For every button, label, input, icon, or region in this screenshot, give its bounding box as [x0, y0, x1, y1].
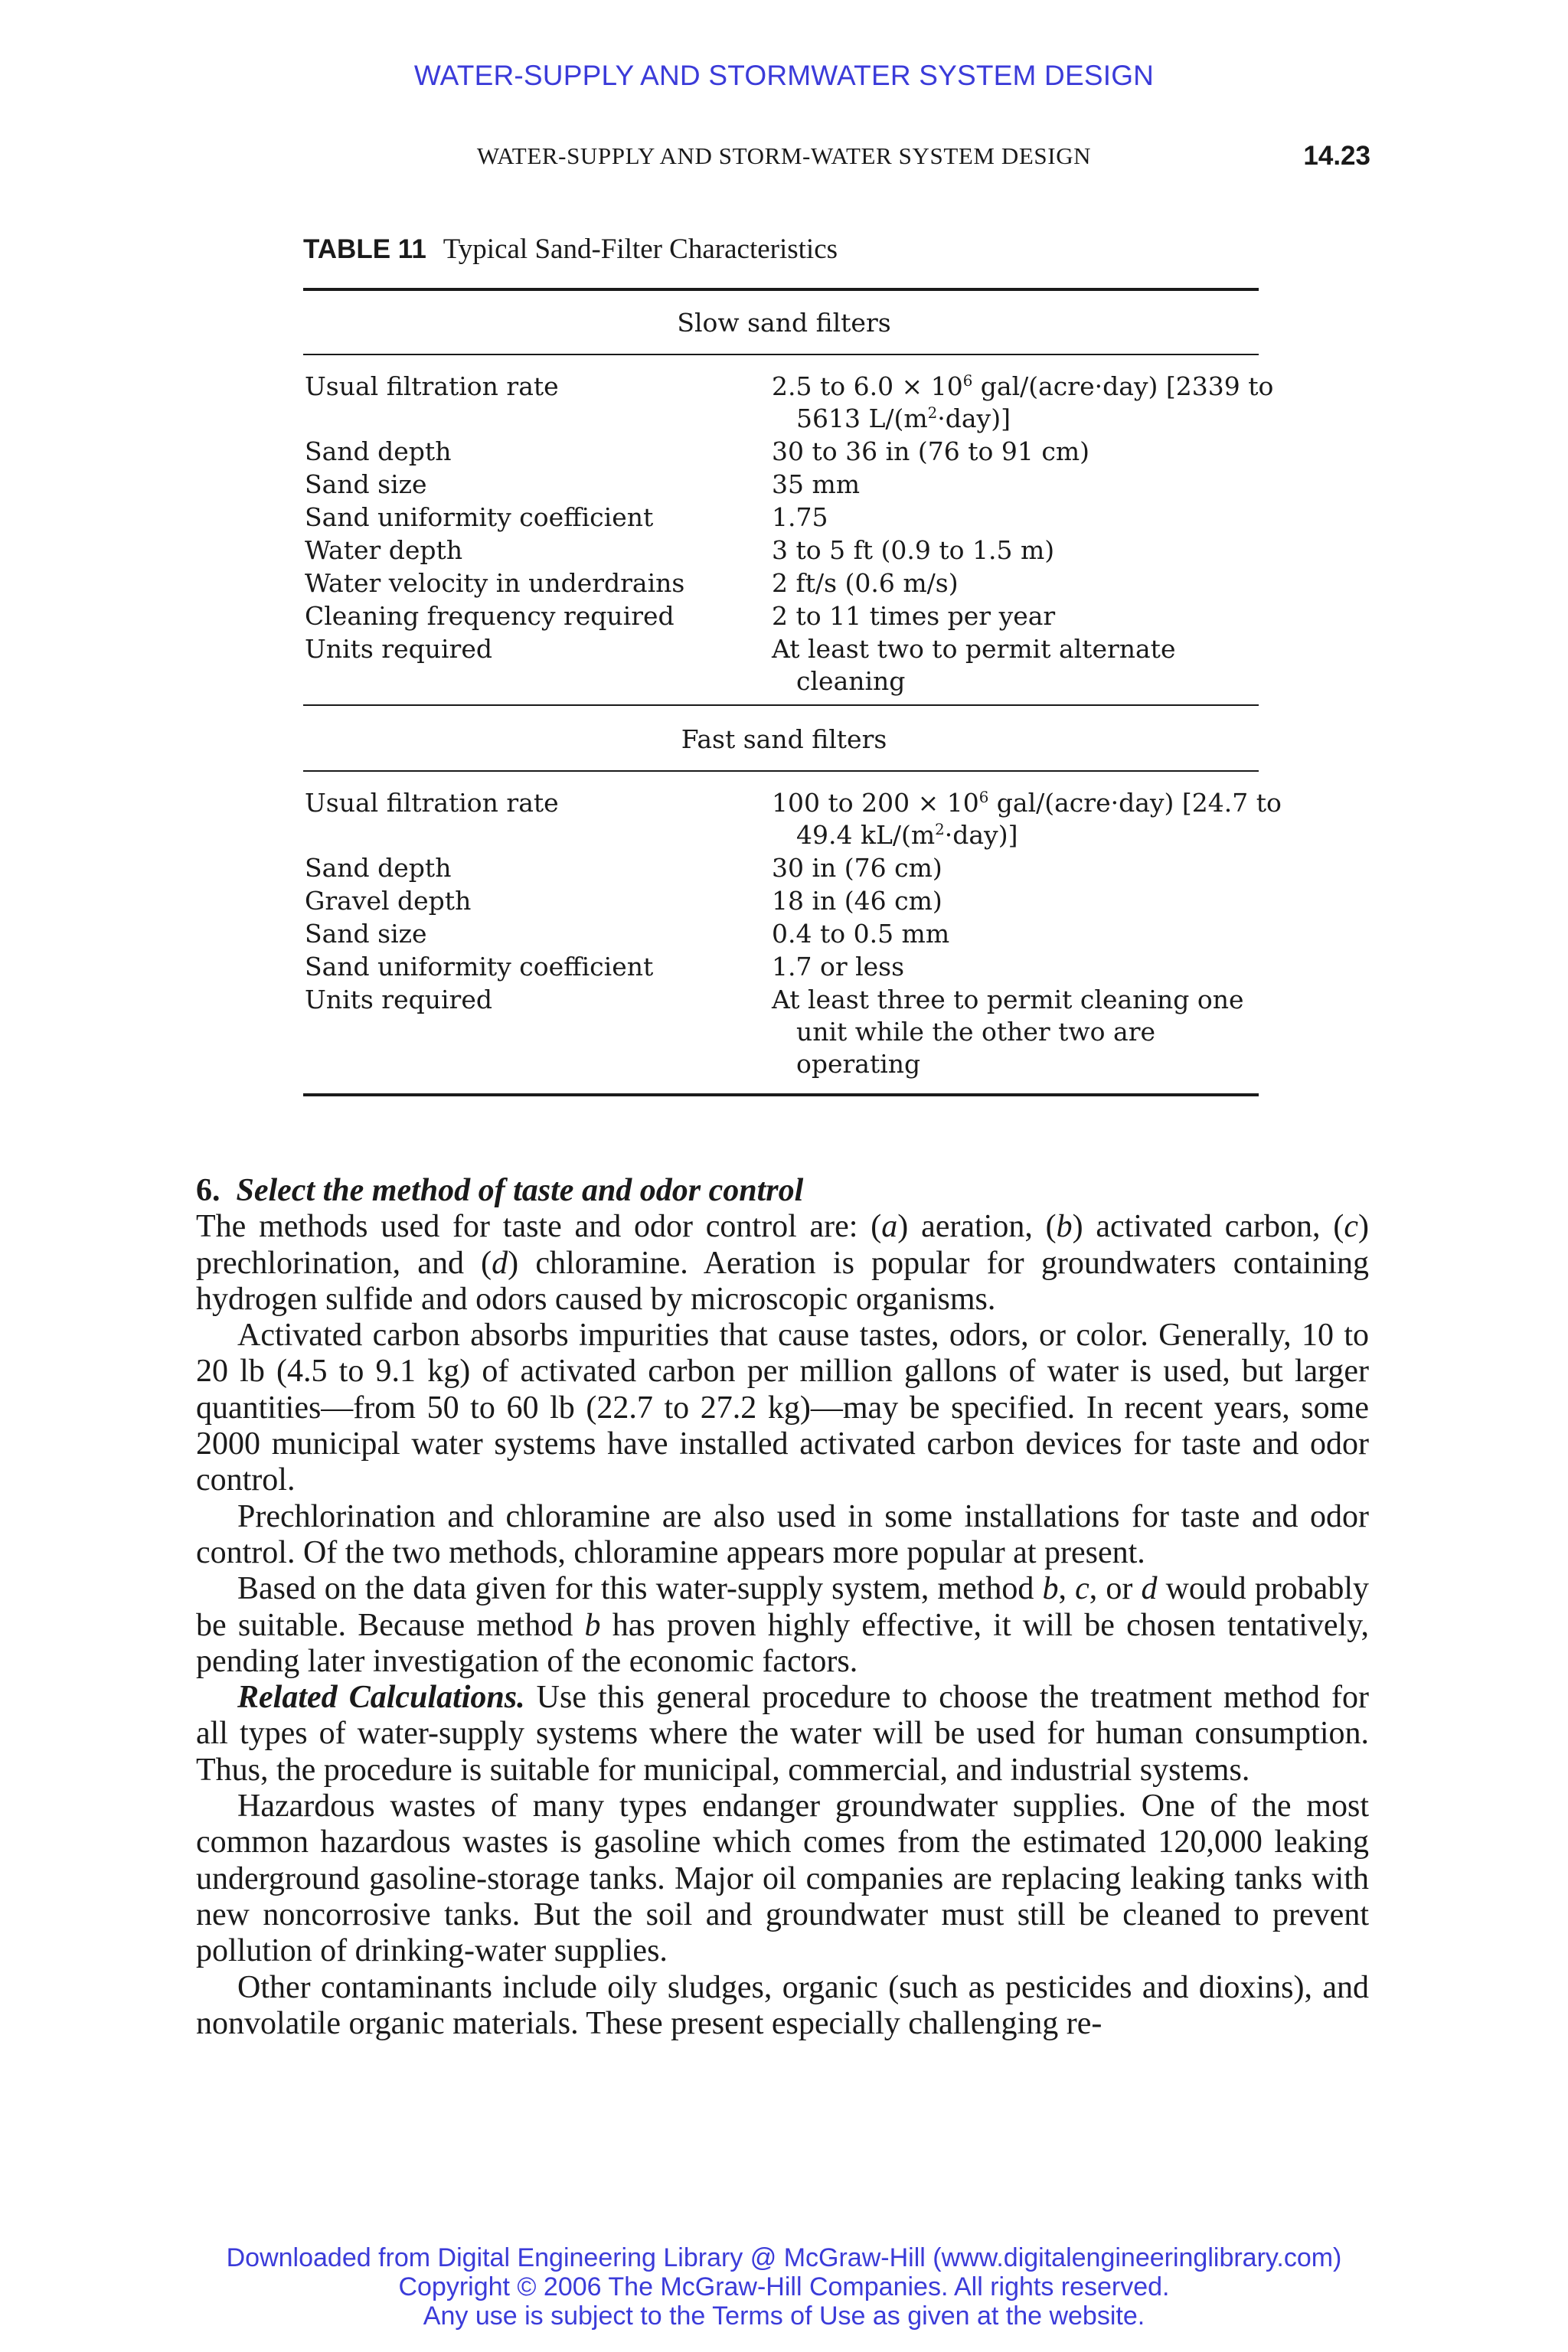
row-parameter: Sand depth [305, 436, 452, 466]
paragraph: Other contaminants include oily sludges, organic (such as pesticides and dioxins), and nonvolatile organic materials. These present especially challenging re- [196, 1969, 1369, 2041]
row-parameter: Sand depth [305, 853, 452, 883]
footer [0, 2243, 1568, 2331]
row-parameter: Sand uniformity coefficient [305, 502, 654, 532]
paragraph: Related Calculations. Use this general procedure to choose the treatment method for all types of water-supply systems where the water will be used for human consumption. Thus, the procedure is suitable for municipal, commercial, and industrial systems. [196, 1680, 1370, 1788]
row-parameter: Units required [305, 985, 492, 1014]
paragraph: Activated carbon absorbs impurities that cause tastes, odors, or color. Generally, 10 to 20 lb (4.5 to 9.1 kg) of activated carbon per million gallons of water is used, but larger quantities—from 50 to 60 lb (22.7 to 27.2 kg)—may be specified. In recent years, some 2000 municipal water systems have installed activated carbon devices for taste and odor control. [196, 1318, 1369, 1498]
body-text [196, 1173, 1369, 2042]
row-value: At least two to permit alternate cleaning [772, 634, 1176, 696]
fast-section-rule [303, 704, 1259, 706]
row-value: 30 to 36 in (76 to 91 cm) [772, 436, 1089, 466]
paragraph: Hazardous wastes of many types endanger groundwater supplies. One of the most common hazardous wastes is gasoline which comes from the estimated 120,000 leaking underground gasoline-storage tanks. Major oil companies are replacing leaking tanks with new noncorrosive tanks. But the soil and groundwater must still be cleaned to prevent pollution of drinking-water supplies. [196, 1788, 1369, 1969]
running-head: WATER-SUPPLY AND STORM-WATER SYSTEM DESIGN [476, 142, 1092, 169]
fast-heading-rule [303, 770, 1259, 772]
row-value: 30 in (76 cm) [772, 853, 942, 883]
slow-filters-heading: Slow sand filters [677, 308, 891, 338]
page-number: 14.23 [1303, 141, 1370, 171]
row-value: 2.5 to $6.0 \times 10^6$ gal/(acre·day) [2339 to 5613 $L/(m^2\cdot day)$] [772, 371, 1274, 433]
row-parameter: Usual filtration rate [305, 371, 559, 401]
collection-header: WATER-SUPPLY AND STORMWATER SYSTEM DESIGN [413, 60, 1155, 91]
footer-copyright: Copyright © 2006 The McGraw-Hill Companies. All rights reserved. [398, 2272, 1170, 2301]
footer-terms[interactable]: Any use is subject to the Terms of Use as given at the website. [423, 2301, 1145, 2331]
paragraph: Based on the data given for this water-supply system, method b, c, or d would probably be suitable. Because method b has proven highly effective, it will be chosen tentatively, pending later investigation of the economic factors. [196, 1571, 1369, 1679]
row-parameter: Usual filtration rate [305, 788, 559, 818]
row-value: 18 in (46 cm) [772, 886, 942, 916]
row-parameter: Units required [305, 634, 492, 664]
row-parameter: Sand size [305, 919, 427, 949]
row-value: 1.75 [772, 502, 828, 532]
row-parameter: Sand uniformity coefficient [305, 952, 654, 982]
row-value: 35 mm [772, 469, 861, 499]
row-value: 2 ft/s (0.6 m/s) [772, 568, 959, 598]
table-bottom-rule [303, 1093, 1259, 1096]
row-parameter: Water depth [305, 535, 463, 565]
paragraph: The methods used for taste and odor control are: (a) aeration, (b) activated carbon, (c) prechlorination, and (d) chloramine. Aeration is popular for groundwaters containing hydrogen sulfide and odors caused by microscopic organisms. [196, 1209, 1369, 1317]
run-in-heading: Related Calculations. [237, 1680, 525, 1716]
paragraph: Prechlorination and chloramine are also used in some installations for taste and odor control. Of the two methods, chloramine appears more popular at present. [196, 1498, 1369, 1570]
row-value: 0.4 to 0.5 mm [772, 919, 950, 949]
row-parameter: Sand size [305, 469, 427, 499]
row-value: At least three to permit cleaning one unit while the other two are operating [772, 985, 1244, 1079]
row-value: 3 to 5 ft (0.9 to 1.5 m) [772, 535, 1055, 565]
row-parameter: Cleaning frequency required [305, 601, 675, 631]
table-top-rule [303, 288, 1259, 291]
row-parameter: Water velocity in underdrains [305, 568, 685, 598]
row-parameter: Gravel depth [305, 886, 472, 916]
table-caption [303, 233, 838, 266]
step-heading: 6. Select the method of taste and odor control [196, 1173, 804, 1208]
fast-filters-heading: Fast sand filters [681, 724, 887, 754]
slow-heading-rule [303, 354, 1259, 355]
row-value: 1.7 or less [772, 952, 905, 982]
table-label: TABLE 11 [303, 234, 426, 264]
footer-download-link[interactable]: Downloaded from Digital Engineering Library @ McGraw-Hill (www.digitalengineeringlibrary.com) [226, 2243, 1342, 2272]
row-value: 100 to $200 \times 10^6$ gal/(acre·day) [24.7 to 49.4 $kL/(m^2\cdot day)$] [772, 788, 1282, 850]
row-value: 2 to 11 times per year [772, 601, 1056, 631]
table-title: Typical Sand-Filter Characteristics [443, 234, 838, 265]
